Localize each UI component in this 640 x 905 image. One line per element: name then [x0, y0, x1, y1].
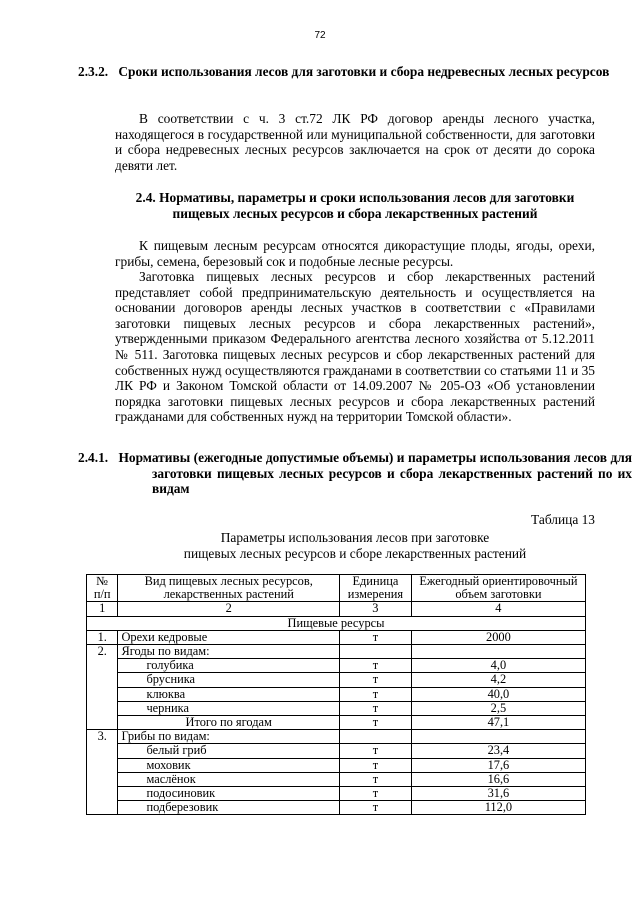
total-unit: т — [339, 716, 411, 730]
header-unit: Единица измерения — [339, 575, 411, 602]
section-number: 2.4. — [135, 190, 156, 205]
total-value: 47,1 — [411, 716, 585, 730]
table-row — [87, 701, 586, 715]
section-title: Сроки использования лесов для заготовки и сбора недревесных лесных ресурсов — [118, 64, 610, 79]
row-name: брусника — [118, 673, 340, 687]
row-value: 112,0 — [411, 801, 585, 815]
row-value: 23,4 — [411, 744, 585, 758]
row-num: 1. — [87, 630, 118, 644]
row-num: 2. — [87, 645, 118, 730]
table-label: Таблица 13 — [531, 512, 595, 527]
row-unit: т — [339, 659, 411, 673]
row-unit — [339, 730, 411, 744]
page-number: 72 — [314, 30, 326, 41]
row-value: 40,0 — [411, 687, 585, 701]
table-row — [87, 659, 586, 673]
table-row — [87, 673, 586, 687]
table-row — [87, 687, 586, 701]
total-row — [87, 716, 586, 730]
row-unit: т — [339, 744, 411, 758]
col-number: 3 — [339, 602, 411, 616]
section-2-3-2-heading: 2.3.2. Сроки использования лесов для заготовки и сбора недревесных лесных ресурсов — [78, 64, 610, 79]
section-2-4-heading — [115, 190, 595, 221]
section-title: Нормативы (ежегодные допустимые объемы) и параметры использования лесов для заготовки пищевых лесных ресурсов и сбора лекарственных растений по их видам — [118, 450, 632, 497]
table-row — [87, 645, 586, 659]
row-value — [411, 645, 585, 659]
table-row — [87, 758, 586, 772]
row-unit: т — [339, 630, 411, 644]
row-value: 17,6 — [411, 758, 585, 772]
section-2-3-2-paragraph: В соответствии с ч. 3 ст.72 ЛК РФ договор аренды лесного участка, находящегося в государственной или муниципальной собственности, для заготовки и сбора недревесных лесных ресурсов заключается на срок от десяти до сорока девяти лет. — [115, 111, 595, 173]
row-value — [411, 730, 585, 744]
row-unit: т — [339, 673, 411, 687]
table-title — [115, 530, 595, 562]
parameters-table — [86, 574, 586, 815]
row-name: Орехи кедровые — [118, 630, 340, 644]
row-name: голубика — [118, 659, 340, 673]
row-unit: т — [339, 801, 411, 815]
group-food-label: Пищевые ресурсы — [87, 616, 586, 630]
row-name: Ягоды по видам: — [118, 645, 340, 659]
row-name: черника — [118, 701, 340, 715]
row-name: клюква — [118, 687, 340, 701]
table-row — [87, 744, 586, 758]
row-name: подосиновик — [118, 787, 340, 801]
row-value: 31,6 — [411, 787, 585, 801]
table-row — [87, 730, 586, 744]
row-unit — [339, 645, 411, 659]
row-value: 16,6 — [411, 772, 585, 786]
group-row — [87, 616, 586, 630]
section-2-4-paragraph-1: К пищевым лесным ресурсам относятся дикорастущие плоды, ягоды, орехи, грибы, семена, березовый сок и подобные лесные ресурсы. — [115, 238, 595, 269]
col-number: 1 — [87, 602, 118, 616]
header-volume: Ежегодный ориентировочный объем заготовки — [411, 575, 585, 602]
row-unit: т — [339, 758, 411, 772]
row-value: 4,0 — [411, 659, 585, 673]
table-row — [87, 787, 586, 801]
row-num: 3. — [87, 730, 118, 815]
row-unit: т — [339, 787, 411, 801]
section-title: Нормативы, параметры и сроки использования лесов для заготовки пищевых лесных ресурсов и сбора лекарственных растений — [159, 190, 575, 221]
row-name: подберезовик — [118, 801, 340, 815]
row-value: 4,2 — [411, 673, 585, 687]
table-title-line-1: Параметры использования лесов при заготовке — [220, 530, 490, 545]
col-number: 2 — [118, 602, 340, 616]
total-name: Итого по ягодам — [118, 716, 340, 730]
row-unit: т — [339, 772, 411, 786]
section-2-4-paragraph-2: Заготовка пищевых лесных ресурсов и сбор лекарственных растений представляет собой предпринимательскую деятельность и осуществляется на основании договоров аренды лесных участков в соответствии с «Правилами заготовки пищевых лесных ресурсов и сбора лекарственных растений», утвержденными приказом Федерального агентства лесного хозяйства от 5.12.2011 № 511. Заготовка пищевых лесных ресурсов и сбор лекарственных растений для собственных нужд осуществляются гражданами в соответствии со статьями 11 и 35 ЛК РФ и Законом Томской области от 14.09.2007 № 205-ОЗ «Об установлении порядка заготовки пищевых лесных ресурсов и сбора лекарственных растений гражданами для собственных нужд на территории Томской области». — [115, 269, 595, 425]
row-value: 2000 — [411, 630, 585, 644]
row-name: маслёнок — [118, 772, 340, 786]
header-kind: Вид пищевых лесных ресурсов, лекарственных растений — [118, 575, 340, 602]
column-number-row — [87, 602, 586, 616]
row-unit: т — [339, 687, 411, 701]
table-row — [87, 630, 586, 644]
row-name: белый гриб — [118, 744, 340, 758]
table-row — [87, 801, 586, 815]
row-value: 2,5 — [411, 701, 585, 715]
header-num: № п/п — [87, 575, 118, 602]
col-number: 4 — [411, 602, 585, 616]
row-name: Грибы по видам: — [118, 730, 340, 744]
header-row — [87, 575, 586, 602]
table-title-line-2: пищевых лесных ресурсов и сборе лекарственных растений — [183, 546, 527, 561]
row-name: моховик — [118, 758, 340, 772]
section-2-4-1-heading: 2.4.1. Нормативы (ежегодные допустимые объемы) и параметры использования лесов для заготовки пищевых лесных ресурсов и сбора лекарственных растений по их видам — [78, 450, 632, 497]
row-unit: т — [339, 701, 411, 715]
table-row — [87, 772, 586, 786]
